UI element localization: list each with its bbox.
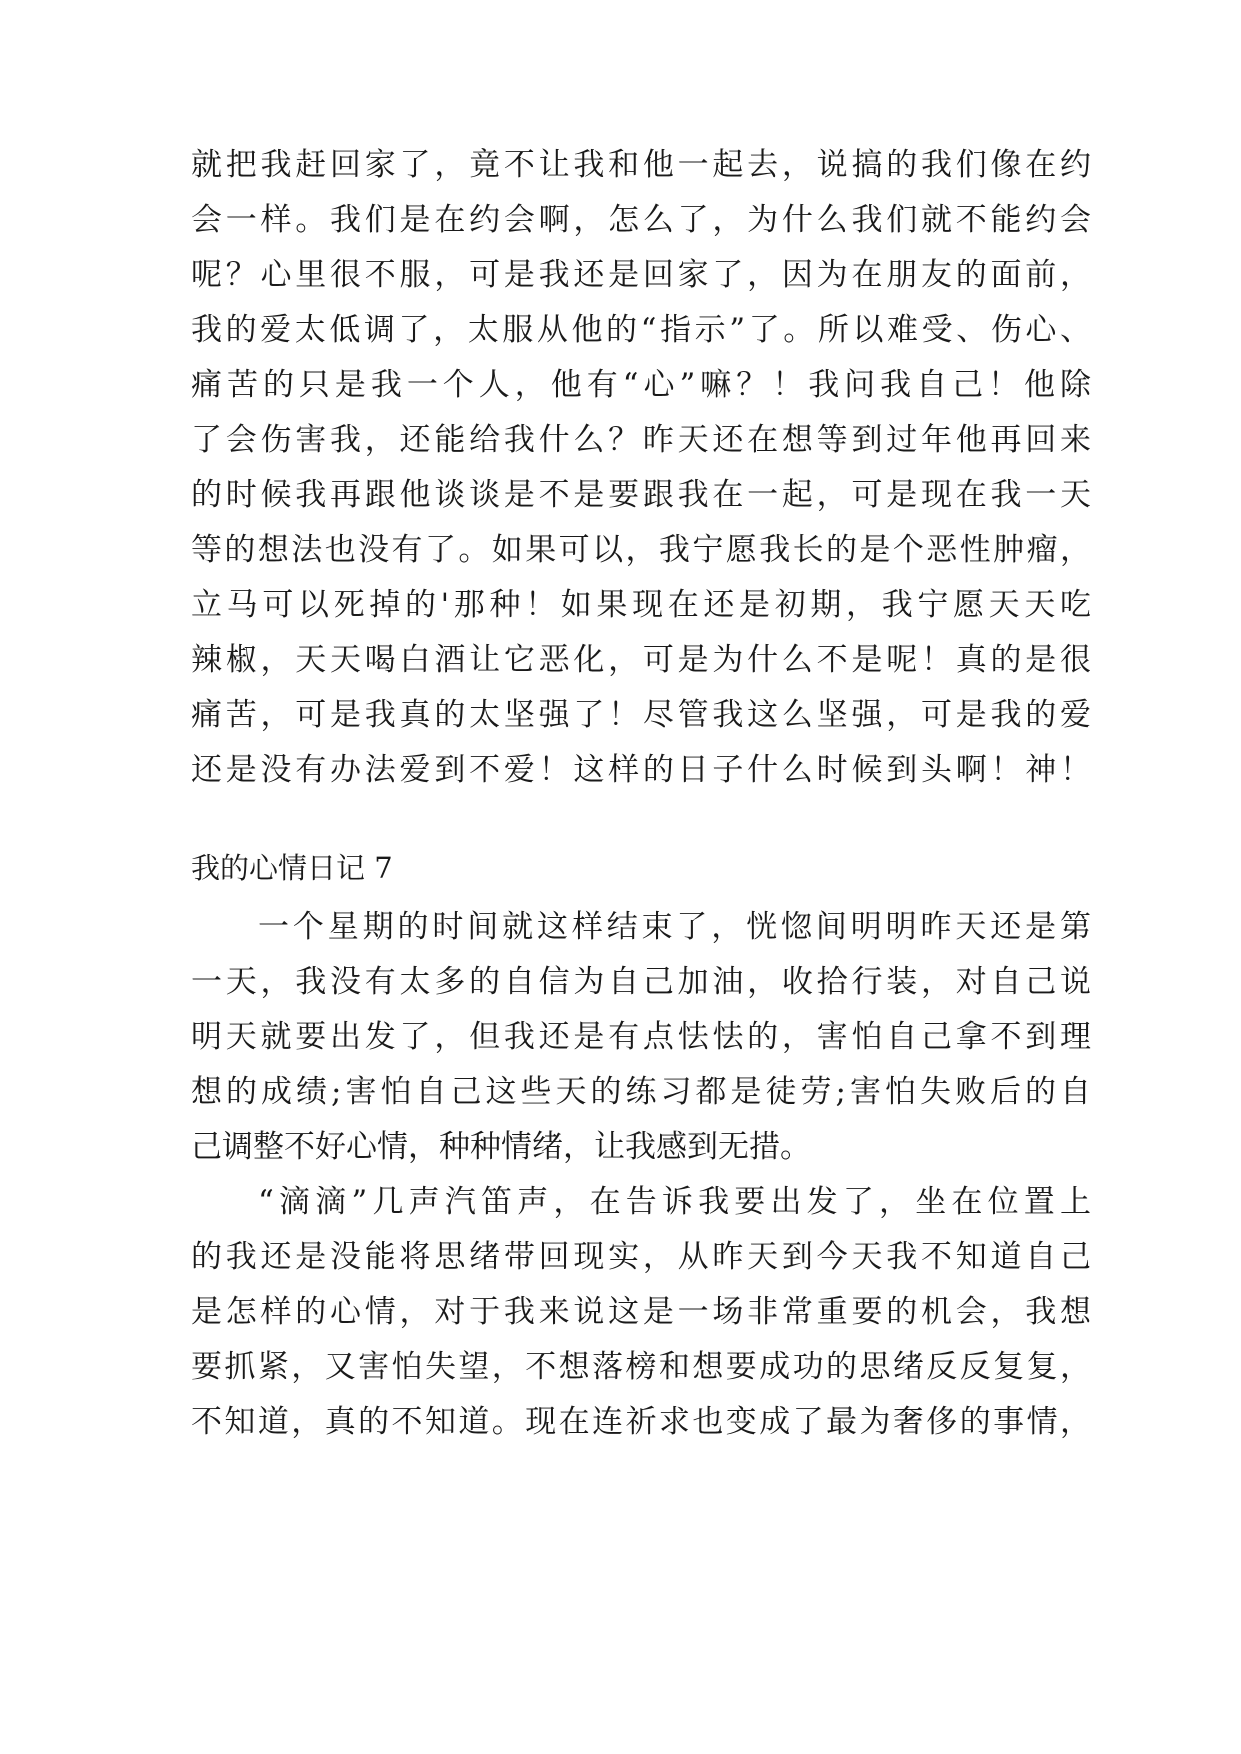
section-title: 我的心情日记 7 bbox=[191, 851, 393, 885]
paragraph-line: “滴滴”几声汽笛声，在告诉我要出发了，坐在位置上 bbox=[258, 1184, 1091, 1220]
paragraph-line: 的我还是没能将思绪带回现实，从昨天到今天我不知道自己 bbox=[191, 1239, 1091, 1275]
paragraph-line: 一个星期的时间就这样结束了，恍惚间明明昨天还是第 bbox=[258, 909, 1091, 945]
paragraph-line: 想的成绩;害怕自己这些天的练习都是徒劳;害怕失败后的自 bbox=[191, 1074, 1091, 1110]
paragraph-line: 一天，我没有太多的自信为自己加油，收拾行装，对自己说 bbox=[191, 964, 1091, 1000]
paragraph-line: 要抓紧，又害怕失望，不想落榜和想要成功的思绪反反复复， bbox=[191, 1349, 1091, 1385]
paragraph-line: 就把我赶回家了，竟不让我和他一起去，说搞的我们像在约 bbox=[191, 147, 1091, 183]
paragraph-line: 明天就要出发了，但我还是有点怯怯的，害怕自己拿不到理 bbox=[191, 1019, 1091, 1055]
paragraph-line: 等的想法也没有了。如果可以，我宁愿我长的是个恶性肿瘤， bbox=[191, 532, 1091, 568]
paragraph-line: 呢？心里很不服，可是我还是回家了，因为在朋友的面前， bbox=[191, 257, 1091, 293]
paragraph-line: 不知道，真的不知道。现在连祈求也变成了最为奢侈的事情， bbox=[191, 1404, 1091, 1440]
paragraph-line: 己调整不好心情，种种情绪，让我感到无措。 bbox=[191, 1129, 811, 1165]
paragraph-line: 会一样。我们是在约会啊，怎么了，为什么我们就不能约会 bbox=[191, 202, 1091, 238]
paragraph-line: 辣椒，天天喝白酒让它恶化，可是为什么不是呢！真的是很 bbox=[191, 642, 1091, 678]
paragraph-line: 痛苦，可是我真的太坚强了！尽管我这么坚强，可是我的爱 bbox=[191, 697, 1091, 733]
paragraph-line: 是怎样的心情，对于我来说这是一场非常重要的机会，我想 bbox=[191, 1294, 1091, 1330]
paragraph-line: 痛苦的只是我一个人，他有“心”嘛？！我问我自己！他除 bbox=[191, 367, 1091, 403]
paragraph-line: 我的爱太低调了，太服从他的“指示”了。所以难受、伤心、 bbox=[191, 312, 1091, 348]
paragraph-line: 的时候我再跟他谈谈是不是要跟我在一起，可是现在我一天 bbox=[191, 477, 1091, 513]
paragraph-line: 还是没有办法爱到不爱！这样的日子什么时候到头啊！神！ bbox=[191, 752, 1091, 788]
paragraph-line: 了会伤害我，还能给我什么？昨天还在想等到过年他再回来 bbox=[191, 422, 1091, 458]
paragraph-line: 立马可以死掉的'那种！如果现在还是初期，我宁愿天天吃 bbox=[191, 587, 1091, 623]
